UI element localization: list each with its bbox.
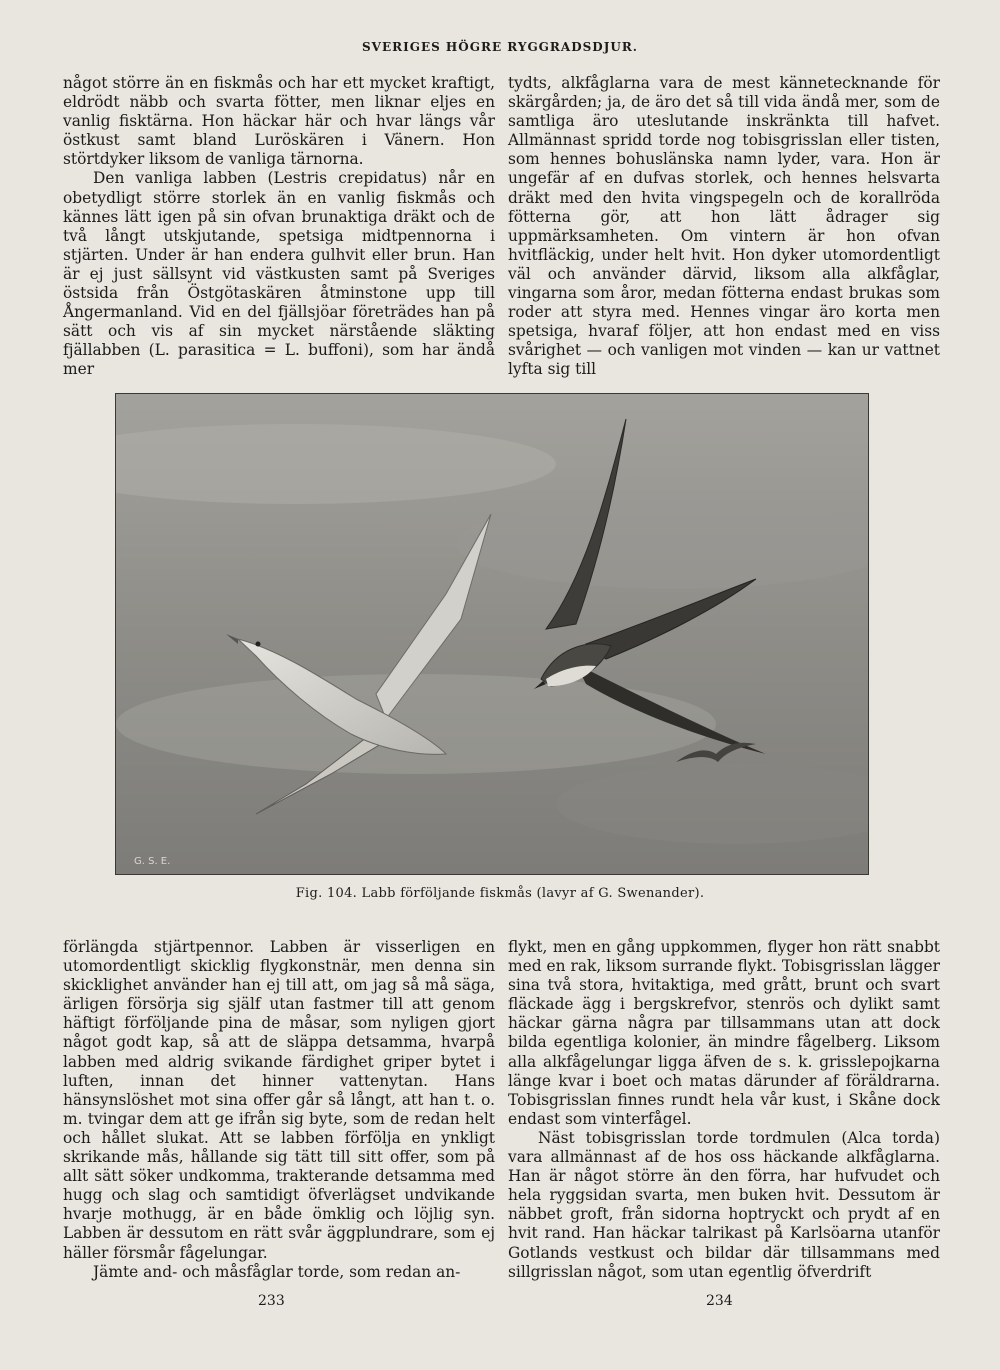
running-header: SVERIGES HÖGRE RYGGRADSDJUR. bbox=[361, 40, 638, 54]
column-top-left bbox=[63, 74, 495, 380]
illustration-birds bbox=[115, 393, 869, 875]
paragraph: något större än en fiskmås och har ett mycket kraftigt, eldrödt näbb och svarta fötter, men liknar eljes en vanlig fisktärna. Hon häckar här och hvar längs vår östkust samt bland Luröskären i Vänern. Hon störtdyker liksom de vanliga tärnorna. bbox=[63, 74, 495, 169]
paragraph: Näst tobisgrisslan torde tordmulen (Alca torda) vara allmännast af de hos oss häckande alkfåglarna. Han är något större än den förra, har hufvudet och hela ryggsidan svarta, men buken hvit. Dessutom är näbbet groft, från sidorna hoptryckt och prydt af en hvit rand. Han häckar talrikast på Karlsöarna utanför Gotlands vestkust och bildar där tillsammans med sillgrisslan något, som utan egentlig öfverdrift bbox=[508, 1128, 940, 1281]
paragraph: förlängda stjärtpennor. Labben är visserligen en utomordentligt skicklig flygkonstnär, men denna sin skicklighet använder han ej till att, om jag så må säga, ärligen försörja sig själf utan fastmer till att genom häftigt förföljande pina de måsar, som nyligen gjort något godt kap, så att de släppa detsamma, hvarpå labben med aldrig svikande färdighet griper bytet i luften, innan det hinner vattenytan. Hans hänsynslöshet mot sina offer går så långt, att han t. o. m. tvingar dem att ge ifrån sig byte, som de redan helt och hållet slukat. Att se labben förfölja en ynkligt skrikande mås, hållande sig tätt till sitt offer, som på allt sätt söker undkomma, trakterande detsamma med hugg och slag och samtidigt öfverlägset undvikande hvarje mothugg, är en både ömklig och löjlig syn. Labben är dessutom en rätt svår äggplundrare, som ej häller försmår fågelungar. bbox=[63, 938, 495, 1262]
page-number-right: 234 bbox=[706, 1293, 733, 1309]
page-number-left: 233 bbox=[258, 1293, 285, 1309]
engraving-image bbox=[116, 394, 868, 874]
paragraph: Den vanliga labben (Lestris crepidatus) når en obetydligt större storlek än en vanlig fiskmås och kännes lätt igen på sin ofvan brunaktiga dräkt och de två långt utskjutande, spetsiga midtpennorna i stjärten. Under är han endera gulhvit eller brun. Han är ej just sällsynt vid västkusten samt på Sveriges östsida från Östgötaskären åtminstone upp till Ångermanland. Vid en del fjällsjöar företrädes han på sätt och vis af sin mycket närstående släkting fjällabben (L. parasitica = L. buffoni), som har ändå mer bbox=[63, 169, 495, 379]
figure-caption: Fig. 104. Labb förföljande fiskmås (lavyr af G. Swenander). bbox=[295, 886, 705, 901]
paragraph: tydts, alkfåglarna vara de mest kännetecknande för skärgården; ja, de äro det så till vida ändå mer, som de samtliga äro uteslutande inskränkta till hafvet. Allmännast spridd torde nog tobisgrisslan eller tisten, som hennes bohuslänska namn lyder, vara. Hon är ungefär af en dufvas storlek, och hennes helsvarta dräkt med den hvita vingspegeln och de korallröda fötterna gör, att hon lätt ådrager sig uppmärksamheten. Om vintern är hon ofvan hvitfläckig, under helt hvit. Hon dyker utomordentligt väl och använder därvid, liksom alla alkfåglar, vingarna som åror, medan fötterna endast brukas som roder att styra med. Hennes vingar äro korta men spetsiga, hvaraf följer, att hon endast med en viss svårighet — och vanligen mot vinden — kan ur vattnet lyfta sig till bbox=[508, 74, 940, 379]
column-bottom-left bbox=[63, 938, 495, 1282]
engraver-signature: G. S. E. bbox=[134, 856, 171, 867]
paragraph: Jämte and- och måsfåglar torde, som redan an- bbox=[93, 1262, 461, 1281]
paragraph: flykt, men en gång uppkommen, flyger hon rätt snabbt med en rak, liksom surrande flykt. Tobisgrisslan lägger sina två stora, hvitaktiga, med grått, brunt och svart fläckade ägg i bergskrefvor, stenrös och dylikt samt häckar gärna några par tillsammans utan att dock bilda egentliga kolonier, än mindre fågelberg. Liksom alla alkfågelungar ligga äfven de s. k. grisslepojkarna länge kvar i boet och matas därunder af föräldrarna. Tobisgrisslan finnes rundt hela vår kust, i Skåne dock endast som vinterfågel. bbox=[508, 938, 940, 1128]
column-bottom-right bbox=[508, 938, 940, 1282]
column-top-right bbox=[508, 74, 940, 380]
